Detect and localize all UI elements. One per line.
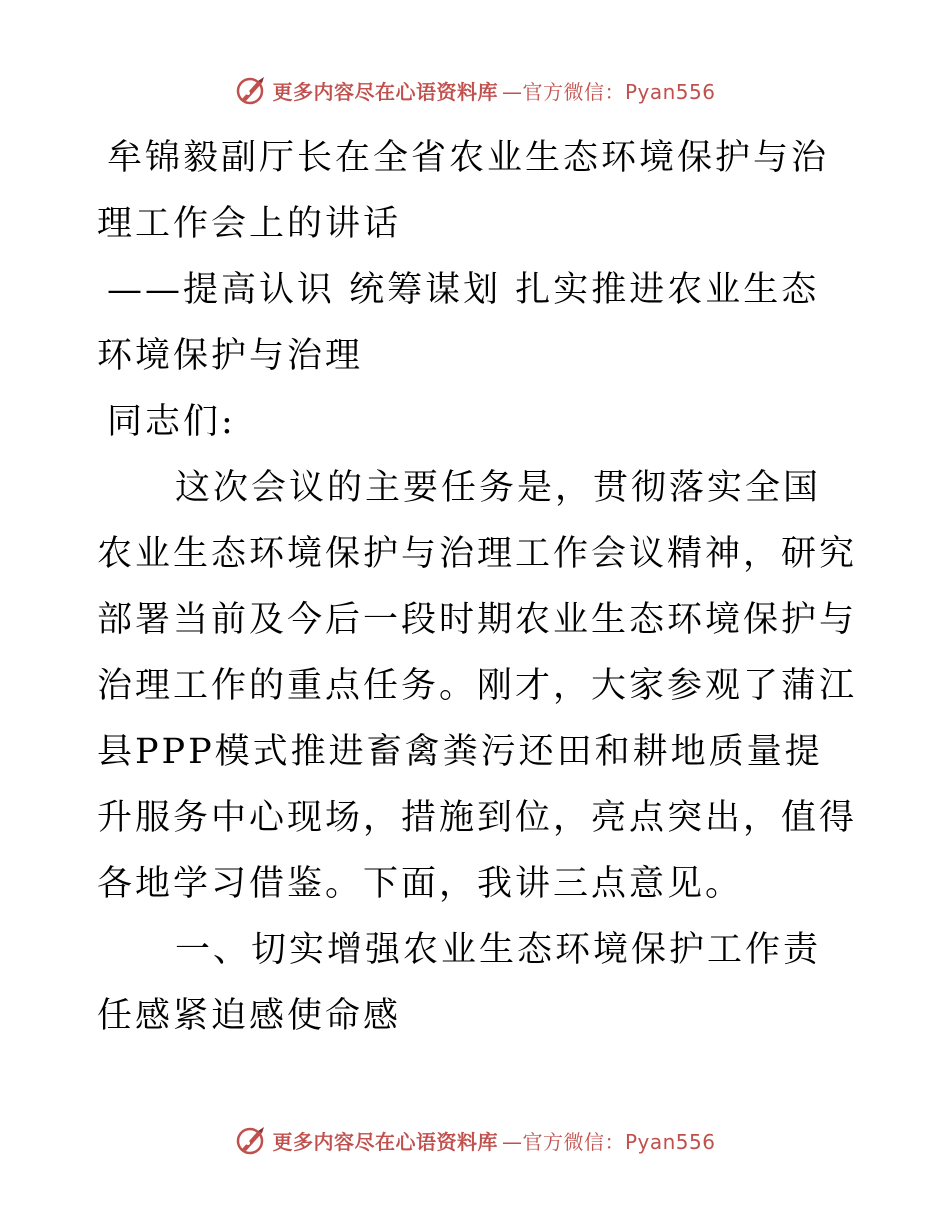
document-body [97,125,857,1049]
paragraph: 这次会议的主要任务是，贯彻落实全国农业生态环境保护与治理工作会议精神，研究部署当前及今后一段时期农业生态环境保护与治理工作的重点任务。刚才，大家参观了蒲江县PPP模式推进畜禽粪污还田和耕地质量提升服务中心现场，措施到位，亮点突出，值得各地学习借鉴。下面，我讲三点意见。 [97,468,858,904]
watermark-sub-text: —官方微信：Pyan556 [501,1129,716,1154]
document-title: 牟锦毅副厅长在全省农业生态环境保护与治理工作会上的讲话 [97,138,830,244]
document-subtitle: ——提高认识 统筹谋划 扎实推进农业生态环境保护与治理 [97,270,820,376]
greeting: 同志们: [107,402,236,442]
watermark-main-text: 更多内容尽在心语资料库 [272,79,498,104]
footer-watermark [0,1120,950,1160]
watermark-sub-text: —官方微信：Pyan556 [501,79,716,104]
watermark-main-text: 更多内容尽在心语资料库 [272,1129,498,1154]
watermark-group [234,73,715,107]
watermark-group [234,1123,715,1157]
pen-logo-icon [234,1123,268,1157]
header-watermark [0,70,950,110]
section-heading: 一、切实增强农业生态环境保护工作责任感紧迫感使命感 [97,930,822,1036]
pen-logo-icon [234,73,268,107]
